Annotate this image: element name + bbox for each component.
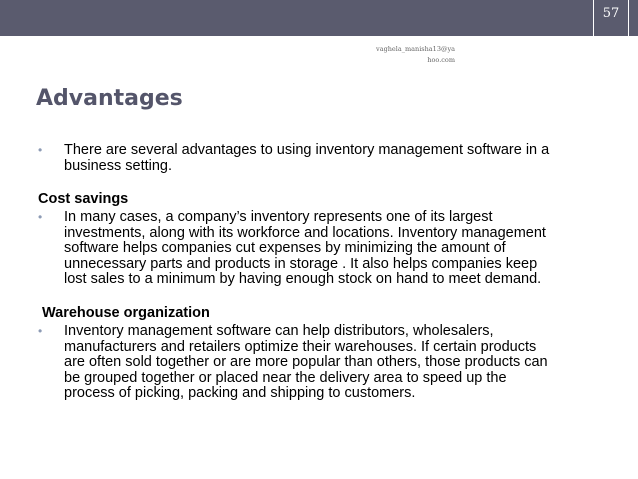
- text-line: manufacturers and retailers optimize their warehouses. If certain products: [64, 338, 537, 355]
- warehouse-heading: Warehouse organization: [42, 305, 210, 321]
- text-line: investments, along with its workforce and locations. Inventory management: [64, 224, 546, 241]
- top-bar: [0, 0, 638, 36]
- text-line: be grouped together or placed near the delivery area to speed up the: [64, 369, 507, 386]
- cost-savings-heading: Cost savings: [38, 191, 129, 207]
- bullet-marker: •: [38, 324, 43, 338]
- text-line: software helps companies cut expenses by minimizing the amount of: [64, 240, 506, 256]
- intro-bullet: [38, 143, 613, 174]
- warehouse-bullet: [38, 324, 613, 402]
- text-line: business setting.: [64, 157, 173, 174]
- page-number-box: [593, 0, 629, 36]
- page-number: 57: [602, 6, 620, 21]
- author-credit: [360, 44, 455, 66]
- text-line: process of picking, packing and shipping to customers.: [64, 385, 416, 401]
- slide-title: Advantages: [36, 86, 183, 111]
- text-line: There are several advantages to using inventory management software in a: [64, 142, 550, 158]
- text-line: unnecessary parts and products in storage . It also helps companies keep: [64, 255, 538, 272]
- text-line: are often sold together or are more popular than others, those products can: [64, 354, 548, 370]
- text-line: Inventory management software can help distributors, wholesalers,: [64, 323, 494, 339]
- bullet-marker: •: [38, 143, 43, 157]
- cost-savings-bullet: [38, 210, 613, 288]
- text-line: In many cases, a company’s inventory represents one of its largest: [64, 209, 493, 225]
- bullet-marker: •: [38, 210, 43, 224]
- author-credit-line2: hoo.com: [427, 56, 455, 64]
- author-credit-line1: vaghela_manisha13@ya: [376, 45, 455, 53]
- text-line: lost sales to a minimum by having enough stock on hand to meet demand.: [64, 271, 542, 287]
